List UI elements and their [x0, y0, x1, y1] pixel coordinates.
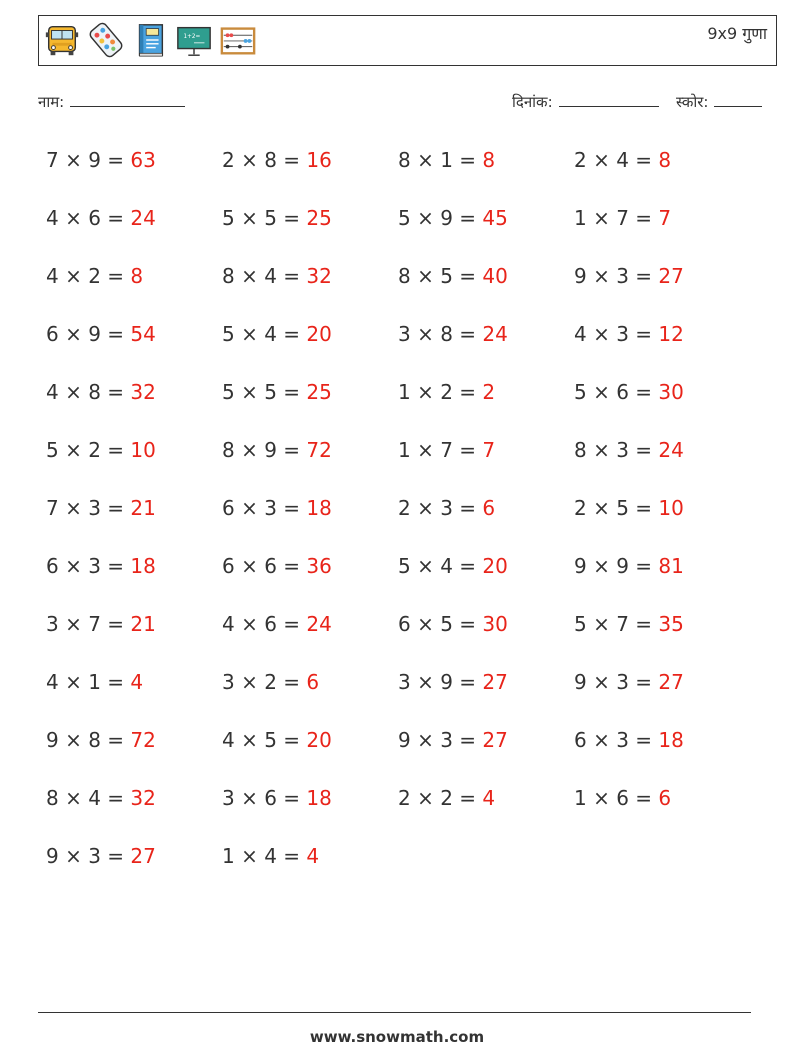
problem-question: 1 × 7 =	[574, 206, 659, 230]
problem-item	[46, 438, 156, 462]
problem-question: 9 × 3 =	[46, 844, 131, 868]
problem-answer: 24	[306, 612, 332, 636]
problem-answer: 12	[658, 322, 684, 346]
score-blank[interactable]	[714, 92, 762, 107]
problem-item	[574, 612, 684, 636]
problem-question: 5 × 7 =	[574, 612, 659, 636]
problem-item	[46, 554, 156, 578]
problem-question: 8 × 4 =	[222, 264, 307, 288]
problem-question: 6 × 3 =	[574, 728, 659, 752]
problem-answer: 20	[482, 554, 508, 578]
problem-question: 5 × 5 =	[222, 380, 307, 404]
problem-item	[398, 148, 495, 172]
problem-question: 4 × 3 =	[574, 322, 659, 346]
problem-item	[574, 670, 684, 694]
problem-item	[574, 148, 671, 172]
problem-question: 1 × 6 =	[574, 786, 659, 810]
problem-answer: 27	[658, 670, 684, 694]
problem-question: 4 × 8 =	[46, 380, 131, 404]
problem-item	[574, 496, 684, 520]
problem-item	[46, 264, 143, 288]
problem-answer: 8	[482, 148, 496, 172]
problem-item	[574, 554, 684, 578]
problem-item	[574, 322, 684, 346]
problem-item	[398, 438, 495, 462]
problem-answer: 8	[658, 148, 672, 172]
score-field	[676, 92, 762, 112]
problem-question: 1 × 7 =	[398, 438, 483, 462]
header-icons	[43, 21, 257, 61]
problem-answer: 6	[306, 670, 320, 694]
problem-question: 5 × 2 =	[46, 438, 131, 462]
problem-item	[46, 612, 156, 636]
problem-item	[398, 786, 495, 810]
problem-item	[222, 438, 332, 462]
problem-answer: 32	[306, 264, 332, 288]
problem-answer: 32	[130, 786, 156, 810]
problem-item	[46, 206, 156, 230]
problem-question: 6 × 9 =	[46, 322, 131, 346]
problem-item	[222, 496, 332, 520]
problem-item	[398, 264, 508, 288]
problem-answer: 4	[130, 670, 144, 694]
problem-question: 3 × 7 =	[46, 612, 131, 636]
problem-question: 4 × 6 =	[46, 206, 131, 230]
problem-answer: 36	[306, 554, 332, 578]
problem-item	[222, 264, 332, 288]
date-field	[512, 92, 659, 112]
problem-item	[398, 728, 508, 752]
problem-question: 8 × 3 =	[574, 438, 659, 462]
problem-question: 3 × 6 =	[222, 786, 307, 810]
paint-palette-icon	[87, 21, 125, 59]
problem-answer: 18	[130, 554, 156, 578]
problem-answer: 27	[482, 728, 508, 752]
problem-answer: 10	[130, 438, 156, 462]
problem-item	[46, 728, 156, 752]
problem-answer: 63	[130, 148, 156, 172]
problem-question: 9 × 3 =	[574, 264, 659, 288]
problem-item	[222, 786, 332, 810]
problem-answer: 6	[658, 786, 672, 810]
problem-item	[398, 380, 495, 404]
problem-item	[222, 728, 332, 752]
problem-answer: 27	[658, 264, 684, 288]
problem-question: 7 × 3 =	[46, 496, 131, 520]
problem-answer: 21	[130, 496, 156, 520]
problem-answer: 25	[306, 380, 332, 404]
problem-question: 6 × 3 =	[222, 496, 307, 520]
problem-item	[574, 206, 671, 230]
problem-question: 2 × 3 =	[398, 496, 483, 520]
problem-answer: 27	[482, 670, 508, 694]
date-label: दिनांक:	[512, 93, 553, 111]
problem-item	[46, 322, 156, 346]
problem-question: 2 × 8 =	[222, 148, 307, 172]
problem-answer: 32	[130, 380, 156, 404]
problem-question: 4 × 1 =	[46, 670, 131, 694]
problem-answer: 2	[482, 380, 496, 404]
problem-question: 4 × 2 =	[46, 264, 131, 288]
problem-item	[222, 322, 332, 346]
problem-item	[222, 380, 332, 404]
problem-answer: 6	[482, 496, 496, 520]
problem-question: 6 × 3 =	[46, 554, 131, 578]
footer-divider	[38, 1012, 751, 1013]
problem-item	[46, 844, 156, 868]
problem-answer: 24	[482, 322, 508, 346]
problem-item	[574, 380, 684, 404]
problem-item	[574, 786, 671, 810]
problem-item	[398, 322, 508, 346]
problem-question: 3 × 8 =	[398, 322, 483, 346]
problem-answer: 18	[658, 728, 684, 752]
problem-item	[222, 148, 332, 172]
problem-answer: 4	[482, 786, 496, 810]
problem-question: 9 × 9 =	[574, 554, 659, 578]
problem-question: 9 × 3 =	[574, 670, 659, 694]
problem-item	[574, 264, 684, 288]
problem-question: 5 × 5 =	[222, 206, 307, 230]
date-blank[interactable]	[559, 92, 659, 107]
problem-item	[574, 728, 684, 752]
problem-item	[222, 554, 332, 578]
problem-item	[574, 438, 684, 462]
problem-item	[46, 786, 156, 810]
problem-answer: 54	[130, 322, 156, 346]
problem-question: 9 × 3 =	[398, 728, 483, 752]
problem-answer: 7	[482, 438, 496, 462]
problem-item	[46, 380, 156, 404]
problem-answer: 40	[482, 264, 508, 288]
problem-question: 8 × 5 =	[398, 264, 483, 288]
problem-item	[222, 612, 332, 636]
problem-question: 1 × 4 =	[222, 844, 307, 868]
problem-item	[222, 844, 319, 868]
problem-answer: 72	[306, 438, 332, 462]
score-label: स्कोर:	[676, 93, 709, 111]
problem-question: 5 × 4 =	[222, 322, 307, 346]
worksheet-header	[38, 15, 777, 66]
problem-item	[222, 670, 319, 694]
problem-answer: 16	[306, 148, 332, 172]
problem-answer: 20	[306, 728, 332, 752]
problem-question: 5 × 6 =	[574, 380, 659, 404]
svg-text:1+2=: 1+2=	[183, 34, 201, 41]
problem-answer: 27	[130, 844, 156, 868]
school-bus-icon	[43, 21, 81, 59]
book-icon	[131, 21, 169, 59]
name-blank[interactable]	[70, 92, 185, 107]
problem-question: 8 × 9 =	[222, 438, 307, 462]
problem-question: 1 × 2 =	[398, 380, 483, 404]
problem-question: 4 × 5 =	[222, 728, 307, 752]
problem-item	[398, 206, 508, 230]
problem-answer: 7	[658, 206, 672, 230]
problem-item	[398, 612, 508, 636]
problem-answer: 18	[306, 786, 332, 810]
problem-question: 6 × 6 =	[222, 554, 307, 578]
problem-answer: 72	[130, 728, 156, 752]
abacus-icon	[219, 21, 257, 59]
problem-question: 4 × 6 =	[222, 612, 307, 636]
footer-site: www.snowmath.com	[309, 1028, 485, 1046]
problem-answer: 25	[306, 206, 332, 230]
problem-answer: 30	[482, 612, 508, 636]
problem-answer: 10	[658, 496, 684, 520]
problem-question: 2 × 5 =	[574, 496, 659, 520]
problem-item	[46, 496, 156, 520]
name-label: नाम:	[38, 93, 65, 111]
problem-item	[222, 206, 332, 230]
problem-question: 8 × 1 =	[398, 148, 483, 172]
problem-question: 5 × 4 =	[398, 554, 483, 578]
problem-question: 8 × 4 =	[46, 786, 131, 810]
problem-answer: 18	[306, 496, 332, 520]
problem-answer: 4	[306, 844, 320, 868]
problem-question: 7 × 9 =	[46, 148, 131, 172]
problem-answer: 24	[130, 206, 156, 230]
problem-answer: 30	[658, 380, 684, 404]
problem-question: 2 × 2 =	[398, 786, 483, 810]
problem-item	[398, 670, 508, 694]
problem-question: 5 × 9 =	[398, 206, 483, 230]
problem-answer: 81	[658, 554, 684, 578]
problem-answer: 20	[306, 322, 332, 346]
problem-item	[46, 670, 143, 694]
chalkboard-icon	[175, 21, 213, 59]
problem-question: 3 × 2 =	[222, 670, 307, 694]
problem-answer: 35	[658, 612, 684, 636]
problem-question: 2 × 4 =	[574, 148, 659, 172]
worksheet-title: 9x9 गुणा	[707, 24, 767, 43]
problem-answer: 21	[130, 612, 156, 636]
problem-question: 6 × 5 =	[398, 612, 483, 636]
problem-item	[398, 496, 495, 520]
problem-answer: 45	[482, 206, 508, 230]
problem-item	[46, 148, 156, 172]
problem-item	[398, 554, 508, 578]
problem-question: 9 × 8 =	[46, 728, 131, 752]
problem-answer: 8	[130, 264, 144, 288]
problem-answer: 24	[658, 438, 684, 462]
problem-question: 3 × 9 =	[398, 670, 483, 694]
name-field	[38, 92, 185, 112]
